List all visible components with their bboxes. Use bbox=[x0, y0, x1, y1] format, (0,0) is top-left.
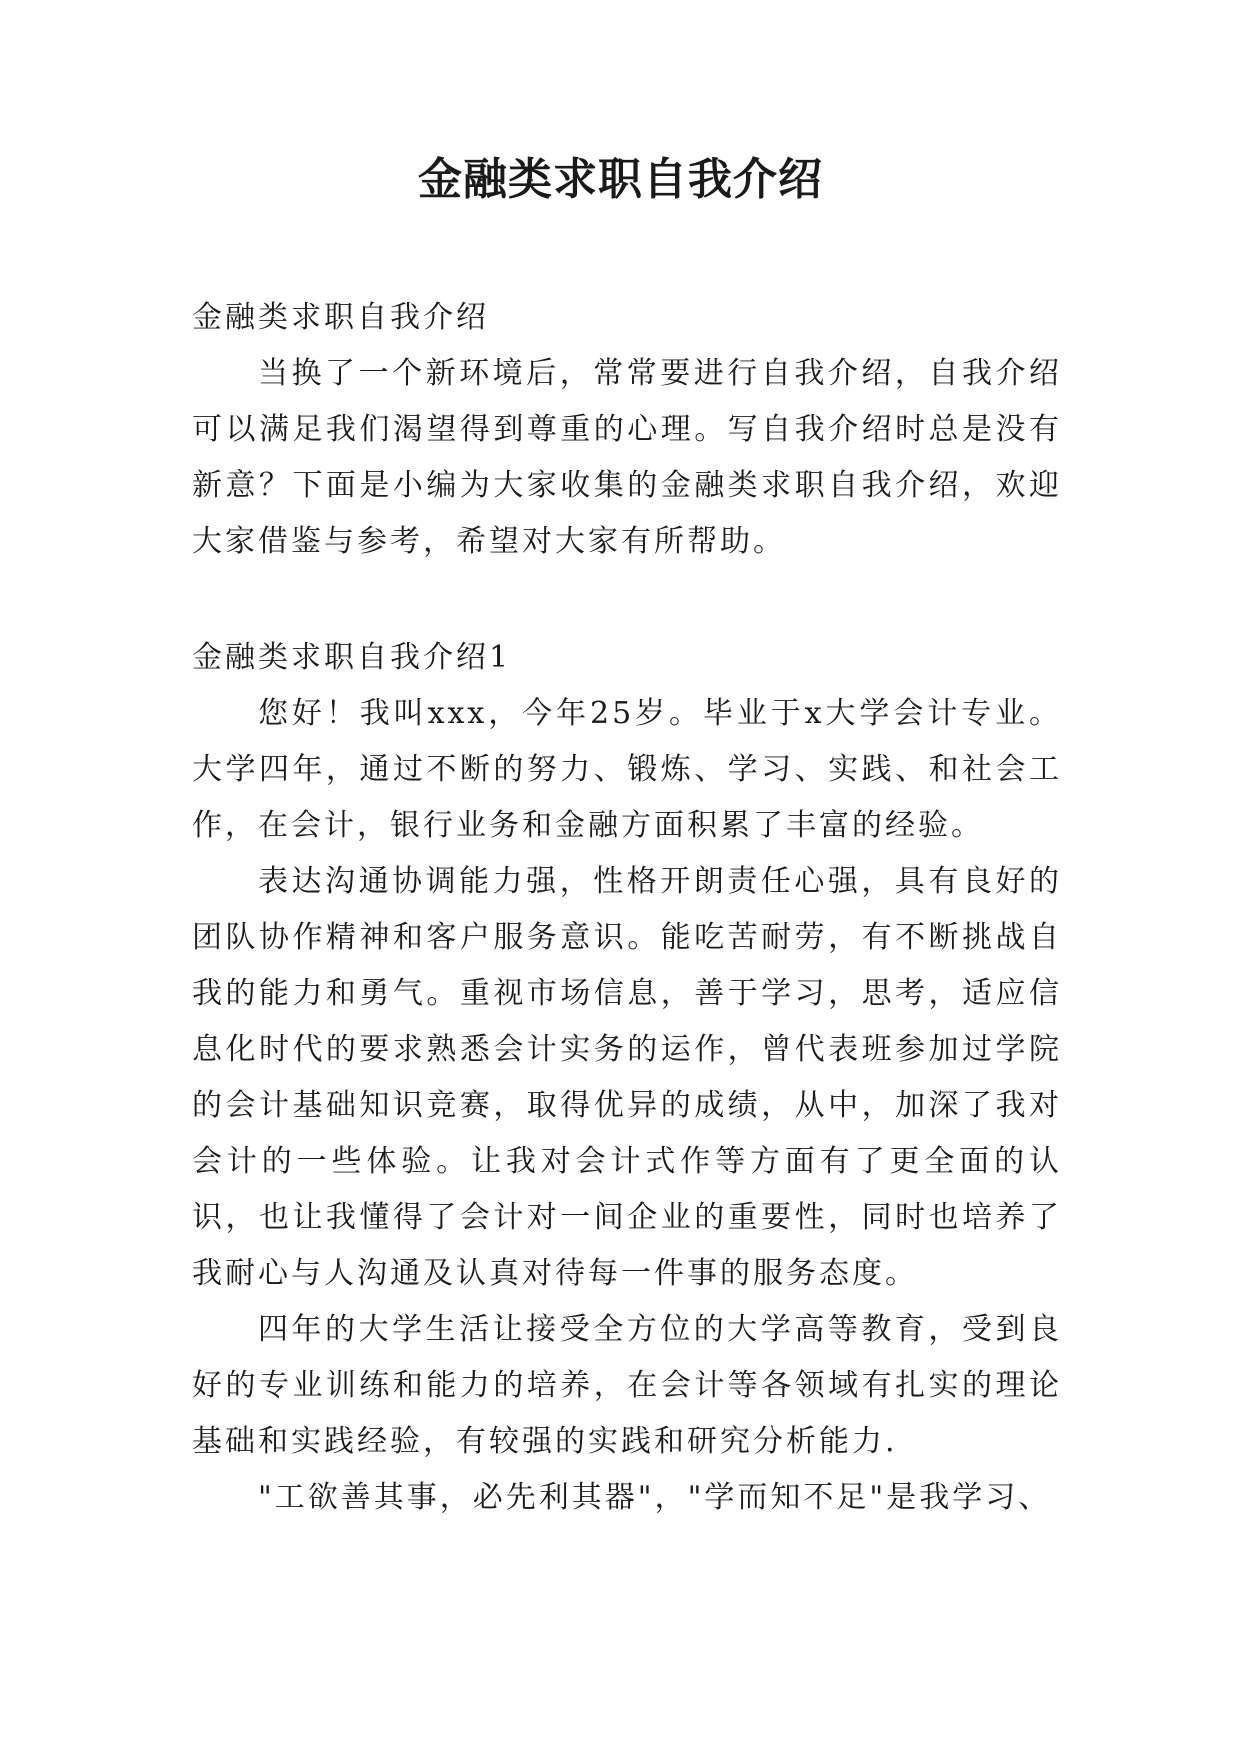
document-body bbox=[192, 290, 1062, 1526]
section1-paragraph: 表达沟通协调能力强，性格开朗责任心强，具有良好的团队协作精神和客户服务意识。能吃苦耐劳，有不断挑战自我的能力和勇气。重视市场信息，善于学习，思考，适应信息化时代的要求熟悉会计实务的运作，曾代表班参加过学院的会计基础知识竞赛，取得优异的成绩，从中，加深了我对会计的一些体验。让我对会计式作等方面有了更全面的认识，也让我懂得了会计对一间企业的重要性，同时也培养了我耐心与人沟通及认真对待每一件事的服务态度。 bbox=[192, 864, 1062, 1291]
document-title: 金融类求职自我介绍 bbox=[418, 154, 823, 205]
section1-paragraph: "工欲善其事，必先利其器"，"学而知不足"是我学习、 bbox=[258, 1480, 1052, 1515]
section1-paragraph: 您好！我叫xxx，今年25岁。毕业于x大学会计专业。大学四年，通过不断的努力、锻炼、学习、实践、和社会工作，在会计，银行业务和金融方面积累了丰富的经验。 bbox=[192, 696, 1062, 843]
section1-heading: 金融类求职自我介绍1 bbox=[192, 640, 512, 675]
section1-paragraph: 四年的大学生活让接受全方位的大学高等教育，受到良好的专业训练和能力的培养，在会计等各领域有扎实的理论基础和实践经验，有较强的实践和研究分析能力. bbox=[192, 1312, 1062, 1459]
intro-paragraph: 当换了一个新环境后，常常要进行自我介绍，自我介绍可以满足我们渴望得到尊重的心理。写自我介绍时总是没有新意？下面是小编为大家收集的金融类求职自我介绍，欢迎大家借鉴与参考，希望对大家有所帮助。 bbox=[192, 356, 1062, 559]
section-spacer bbox=[192, 570, 1062, 630]
intro-heading: 金融类求职自我介绍 bbox=[192, 300, 489, 335]
